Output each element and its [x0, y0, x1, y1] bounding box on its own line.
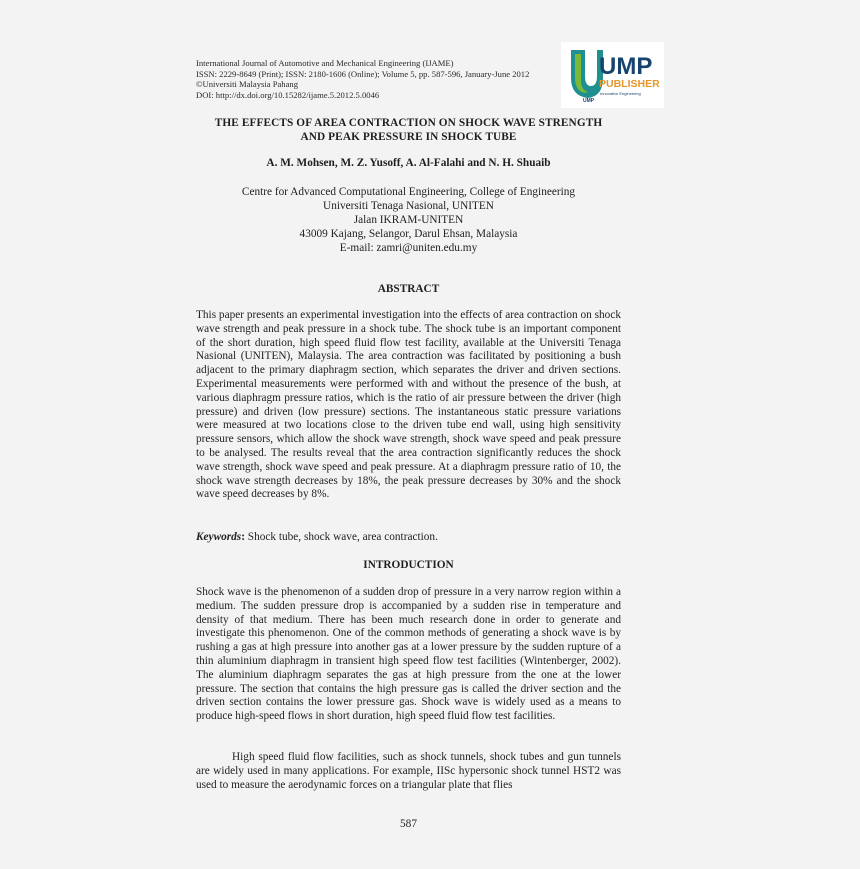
introduction-heading: INTRODUCTION: [363, 559, 454, 571]
introduction-paragraph-2: High speed fluid flow facilities, such as shock tunnels, shock tubes and gun tunnels are widely used in many applications. For example, IISc hypersonic shock tunnel HST2 was used to measure the aerodynamic forces on a triangular plate that flies: [196, 751, 621, 791]
journal-doi[interactable]: DOI: http://dx.doi.org/10.15282/ijame.5.2012.5.0046: [196, 89, 380, 100]
abstract-heading: ABSTRACT: [377, 283, 440, 295]
affiliation-line-4: 43009 Kajang, Selangor, Darul Ehsan, Malaysia: [299, 228, 518, 240]
author-affiliation: [196, 185, 621, 255]
ump-logo-graphic: [561, 42, 664, 108]
affiliation-line-3: Jalan IKRAM-UNITEN: [353, 214, 464, 226]
logo-tagline-text: Innovative Engineering: [600, 91, 641, 96]
page-number: 587: [400, 818, 417, 830]
journal-copyright: ©Universiti Malaysia Pahang: [196, 79, 298, 90]
logo-ump-small: UMP: [583, 98, 595, 104]
paper-title-line-2: AND PEAK PRESSURE IN SHOCK TUBE: [300, 131, 517, 143]
journal-header: [196, 58, 556, 100]
keywords: [196, 530, 621, 544]
keywords-colon: :: [241, 531, 245, 543]
affiliation-line-1: Centre for Advanced Computational Engineering, College of Engineering: [241, 186, 576, 198]
affiliation-email[interactable]: E-mail: zamri@uniten.edu.my: [339, 242, 478, 254]
affiliation-line-2: Universiti Tenaga Nasional, UNITEN: [323, 200, 494, 212]
keywords-text: Shock tube, shock wave, area contraction.: [244, 531, 438, 543]
logo-ump-text: UMP: [599, 53, 653, 80]
keywords-label: Keywords: [196, 531, 242, 543]
abstract-text: This paper presents an experimental investigation into the effects of area contraction on shock wave strength and peak pressure in a shock tube. The shock tube is an important component of the short duration, high speed fluid flow test facility, available at the Universiti Tenaga Nasional (UNITEN), Malaysia. The area contraction was facilitated by positioning a bush adjacent to the primary diaphragm section, which separates the driver and driven sections. Experimental measurements were performed with and without the presence of the bush, at various diaphragm pressure ratios, which is the ratio of air pressure between the driver (high pressure) and driven (low pressure) sections. The instantaneous static pressure variations were measured at two locations close to the driven tube end wall, using high sensitivity pressure sensors, which allow the shock wave strength, shock wave speed and peak pressure to be analysed. The results reveal that the area contraction significantly reduces the shock wave strength, shock wave speed and peak pressure. At a diaphragm pressure ratio of 10, the shock wave strength decreases by 18%, the peak pressure decreases by 30% and the shock wave speed decreases by 8%.: [196, 309, 621, 501]
journal-issn: ISSN: 2229-8649 (Print); ISSN: 2180-1606 (Online); Volume 5, pp. 587-596, January-June 2012: [196, 68, 530, 79]
journal-name: International Journal of Automotive and Mechanical Engineering (IJAME): [196, 58, 454, 68]
introduction-paragraph-1: Shock wave is the phenomenon of a sudden drop of pressure in a very narrow region within a medium. The sudden pressure drop is accompanied by a sudden rise in temperature and density of that medium. There has been much research done in order to generate and investigate this phenomenon. One of the common methods of generating a shock wave is by rushing a gas at high pressure into another gas at a lower pressure by the sudden rupture of a thin aluminium diaphragm in transient high speed flow test facilities (Wintenberger, 2002). The aluminium diaphragm separates the gas at high pressure from the one at the lower pressure. The section that contains the high pressure gas is called the driver section and the driven section contains the lower pressure gas. Shock wave is widely used as a means to produce high-speed flows in short duration, high speed fluid flow test facilities.: [196, 586, 621, 723]
paper-title-line-1: THE EFFECTS OF AREA CONTRACTION ON SHOCK WAVE STRENGTH: [214, 117, 603, 129]
paper-title: [196, 116, 621, 144]
logo-publisher-text: PUBLISHER: [599, 78, 660, 90]
paper-authors: A. M. Mohsen, M. Z. Yusoff, A. Al-Falahi and N. H. Shuaib: [266, 157, 551, 169]
ump-publisher-logo: [561, 42, 664, 108]
